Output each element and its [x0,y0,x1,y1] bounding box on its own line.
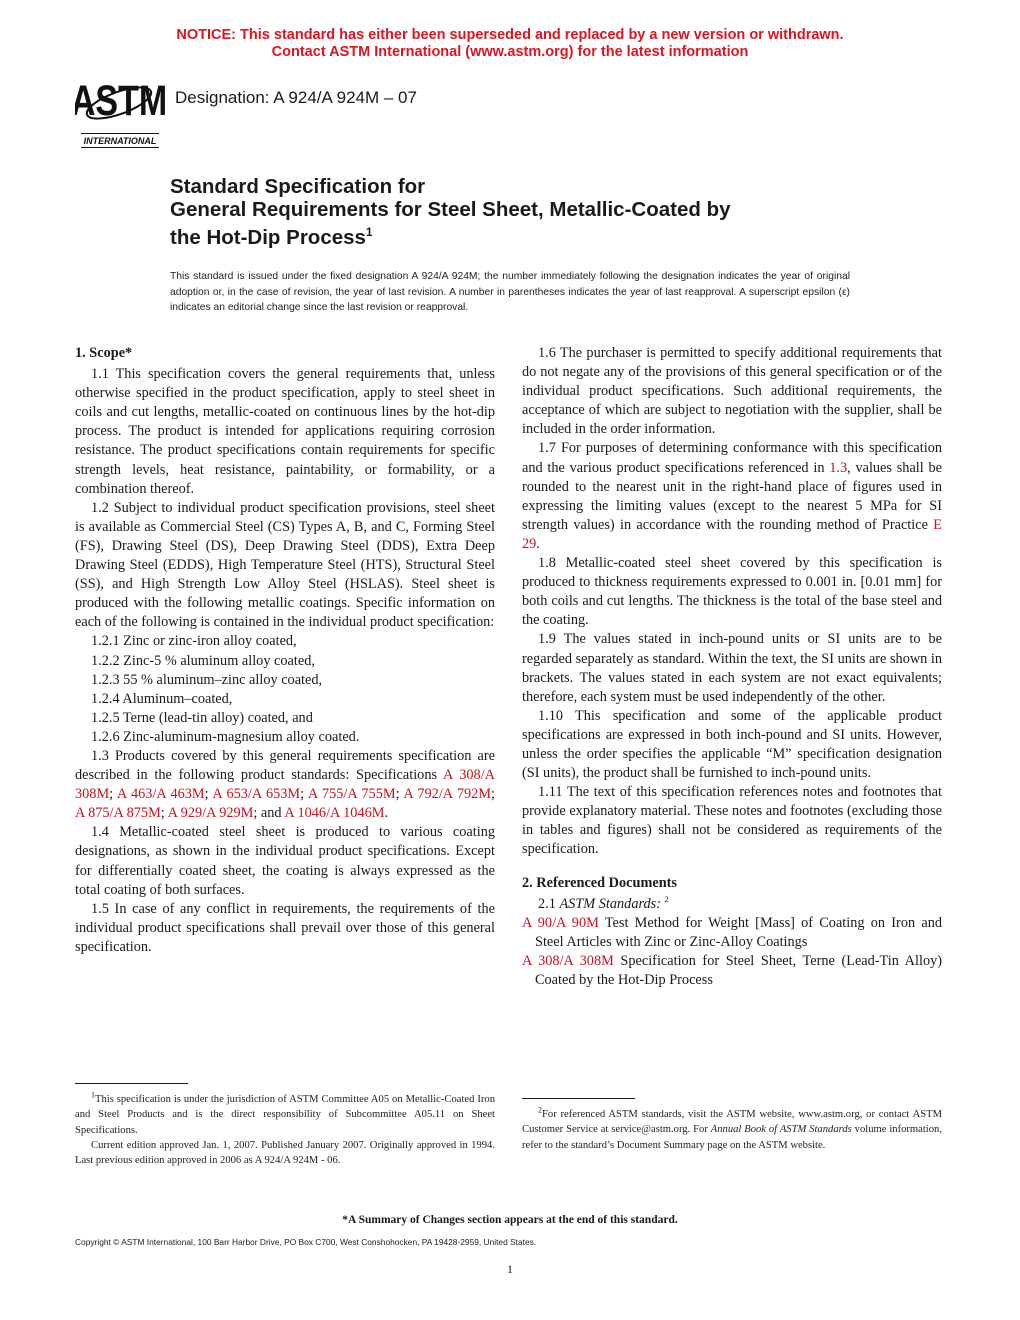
right-column [522,344,942,990]
ref-link-a1046[interactable]: A 1046/A 1046M [284,805,385,822]
footnote-divider [522,1098,635,1099]
ref-link-a929[interactable]: A 929/A 929M [167,805,254,822]
title-footnote-mark[interactable]: 1 [365,225,373,239]
footnote-1: $^1$This specification is under the jurisdiction of ASTM Committee A05 on Metallic-Coated Iron and Steel Products and is the direct responsibility of Subcommittee A05.11 on Sheet Specifications. Current edition approved Jan. 1, 2007. Published January 2007. Originally approved in 1994. Last previous edition approved in 2006 as A 924/A 924M - 06. [75,1090,495,1167]
ref-link-a463[interactable]: A 463/A 463M [116,786,205,803]
left-column [75,344,495,957]
page-number: 1 [507,1262,513,1276]
summary-of-changes-note: *A Summary of Changes section appears at the end of this standard. [342,1214,678,1226]
coating-item: 1.2.3 55 % aluminum–zinc alloy coated, [91,671,323,688]
ref-link-a653[interactable]: A 653/A 653M [212,786,301,803]
copyright: Copyright © ASTM International, 100 Barr Harbor Drive, PO Box C700, West Conshohocken, PA 19428-2959, United States. [75,1237,537,1247]
reference-item: A 308/A 308M Specification for Steel Sheet, Terne (Lead-Tin Alloy) Coated by the Hot-Dip Process [522,952,943,988]
para-1-7: 1.7 For purposes of determining conformance with this specification and the various product specifications referenced in 1.3, values shall be rounded to the nearest unit in the right-hand place of figures used in expressing the limiting values (except to the nearest 5 MPa for SI strength values) in accordance with the rounding method of Practice E 29. [522,440,942,552]
designation: Designation: A 924/A 924M – 07 [175,88,417,107]
coating-item: 1.2.2 Zinc-5 % aluminum alloy coated, [91,652,315,669]
para-1-4: 1.4 Metallic-coated steel sheet is produced to various coating designations, as shown in the individual product specifications. Except for differentially coated sheet, the coating is always expressed as the total coating of both surfaces. [75,824,495,898]
coating-item: 1.2.6 Zinc-aluminum-magnesium alloy coated. [91,728,360,745]
para-1-6: 1.6 The purchaser is permitted to specify additional requirements that do not negate any of the provisions of this general specification or of the individual product specifications. Such additional requirements, the acceptance of which are subject to negotiation with the supplier, shall be included in the order information. [522,345,942,438]
ref-link-section-1-3[interactable]: 1.3 [829,459,848,476]
footnote-2: $^2$For referenced ASTM standards, visit the ASTM website, www.astm.org, or contact ASTM Customer Service at service@astm.org. For Annual Book of ASTM Standards volume information, refer to the standard’s Document Summary page on the ASTM website. [522,1105,942,1151]
section-2-heading: 2. Referenced Documents [522,874,677,891]
astm-logo-icon [75,75,165,151]
notice-line-2: Contact ASTM International (www.astm.org) for the latest information [271,44,749,60]
svg-text:INTERNATIONAL: INTERNATIONAL [83,136,157,146]
document-title [170,175,731,249]
ref-link-e29[interactable]: E 29 [522,516,942,552]
svg-text:ASTM: ASTM [75,77,165,125]
issuance-note: This standard is issued under the fixed designation A 924/A 924M; the number immediately following the designation indicates the year of original adoption or, in the case of revision, the year of last revision. A number in parentheses indicates the year of last reapproval. A superscript epsilon (ε) indicates an editorial change since the last revision or reapproval. [170,271,850,313]
coating-item: 1.2.1 Zinc or zinc-iron alloy coated, [91,633,297,650]
withdrawn-notice [0,27,1020,61]
para-1-11: 1.11 The text of this specification references notes and footnotes that provide explanatory material. These notes and footnotes (excluding those in tables and figures) shall not be considered as requirements of the specification. [522,784,942,858]
title-line-1: Standard Specification for [170,175,426,198]
ref-link-a308[interactable]: A 308/A 308M [75,767,496,803]
coating-item: 1.2.4 Aluminum–coated, [91,690,233,707]
para-1-9: 1.9 The values stated in inch-pound units or SI units are to be regarded separately as standard. Within the text, the SI units are shown in brackets. The values stated in each system are not exact equivalents; therefore, each system must be used independently of the other. [522,631,943,705]
para-1-10: 1.10 This specification and some of the applicable product specifications are expressed in both inch-pound and SI units. However, unless the order specifies the applicable “M” specification designation (SI units), the product shall be furnished to inch-pound units. [522,707,942,782]
section-1-heading: 1. Scope* [75,345,133,361]
ref-link-a90[interactable]: A 90/A 90M [522,914,599,931]
reference-item: A 90/A 90M Test Method for Weight [Mass] of Coating on Iron and Steel Articles with Zinc or Zinc-Alloy Coatings [522,914,942,950]
para-1-2: 1.2 Subject to individual product specification provisions, steel sheet is available as Commercial Steel (CS) Types A, B, and C, Forming Steel (FS), Drawing Steel (DS), Deep Drawing Steel (DDS), Extra Deep Drawing Steel (EDDS), High Temperature Steel (HTS), Structural Steel (SS), and High Strength Low Alloy Steel (HSLAS). Steel sheet is produced with the following metallic coatings. Specific information on each of the following is contained in the individual product specification: [75,499,495,631]
para-1-5: 1.5 In case of any conflict in requirements, the requirements of the individual product specifications shall prevail over those of this general specification. [75,900,495,955]
para-2-1: 2.1 ASTM Standards: $^2$ [538,894,669,912]
footnote-2-mark[interactable]: 2 [664,894,669,904]
ref-link-a308-doc[interactable]: A 308/A 308M [522,952,614,969]
coating-item: 1.2.5 Terne (lead-tin alloy) coated, and [91,709,313,726]
para-1-3: 1.3 Products covered by this general requirements specification are described in the following product standards: Specifications A 308/A 308M; A 463/A 463M; A 653/A 653M; A 755/A 755M; A 792/A 792M; A 875/A 875M; A 929/A 929M; and A 1046/A 1046M. [75,747,496,822]
title-line-2: General Requirements for Steel Sheet, Metallic-Coated by [170,198,731,221]
ref-link-a755[interactable]: A 755/A 755M [307,786,396,803]
para-1-1: 1.1 This specification covers the general requirements that, unless otherwise specified in the product specification, apply to steel sheet in coils and cut lengths, metallic-coated on continuous lines by the hot-dip process. The product is intended for applications requiring corrosion resistance. The product specifications contain requirements for specific strength levels, heat resistance, paintability, or formability, or a combination thereof. [75,366,495,497]
para-1-8: 1.8 Metallic-coated steel sheet covered by this specification is produced to thickness requirements expressed to 0.001 in. [0.01 mm] for both coils and cut lengths. The thickness is the total of the base steel and the coating. [522,555,942,629]
ref-link-a792[interactable]: A 792/A 792M [403,786,492,803]
title-line-3: the Hot-Dip Process [170,225,366,249]
footnote-divider [75,1083,188,1084]
notice-line-1: NOTICE: This standard has either been superseded and replaced by a new version or withdrawn. [176,27,844,43]
ref-link-a875[interactable]: A 875/A 875M [75,805,161,822]
